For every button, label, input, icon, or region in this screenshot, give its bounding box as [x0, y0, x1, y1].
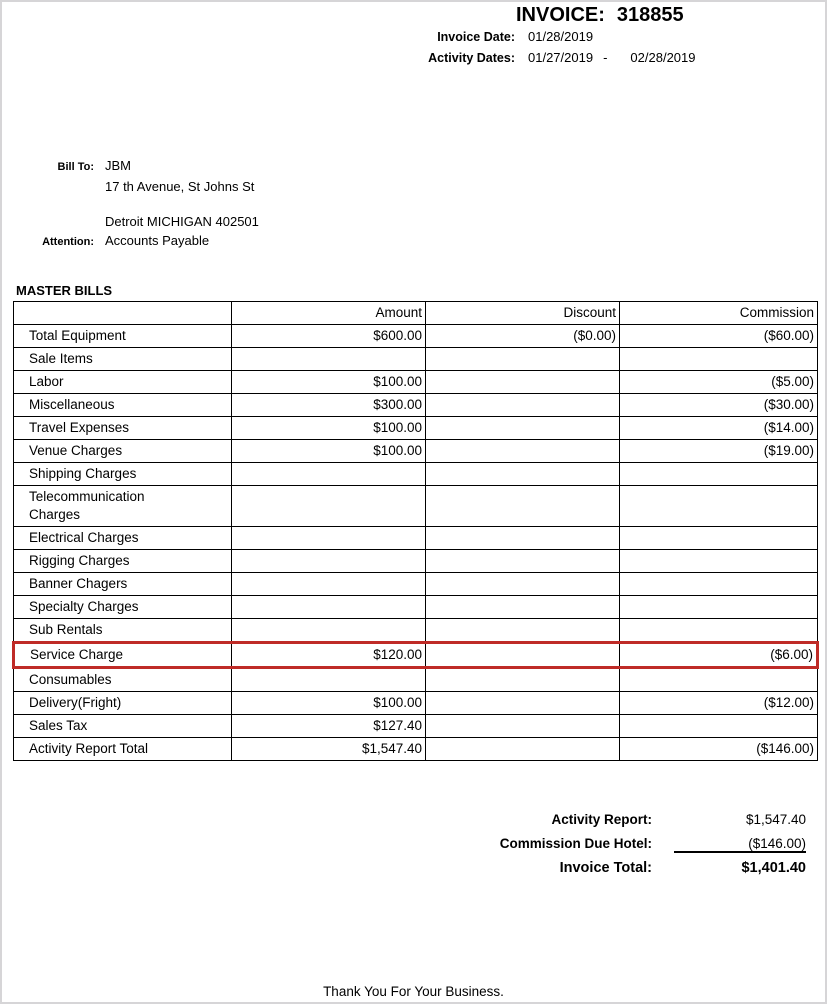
table-row — [14, 486, 818, 527]
row-commission — [620, 463, 818, 486]
bill-to-city-row — [2, 214, 259, 229]
activity-date-end: 02/28/2019 — [630, 50, 696, 65]
commission-due-hotel-value: ($146.00) — [674, 836, 806, 853]
invoice-total-value: $1,401.40 — [741, 860, 806, 876]
row-item-label: Total Equipment — [14, 325, 232, 348]
row-commission: ($60.00) — [620, 325, 818, 348]
row-discount — [426, 440, 620, 463]
summary-row-invoice-total — [500, 860, 806, 884]
row-commission — [620, 668, 818, 692]
invoice-number: 318855 — [616, 4, 684, 26]
table-row — [14, 619, 818, 643]
row-amount: $100.00 — [232, 417, 426, 440]
row-commission: ($5.00) — [620, 371, 818, 394]
row-discount — [426, 619, 620, 643]
table-row — [14, 463, 818, 486]
row-discount — [426, 692, 620, 715]
row-item-label: Specialty Charges — [14, 596, 232, 619]
row-discount — [426, 738, 620, 761]
row-item-label: Labor — [14, 371, 232, 394]
row-commission: ($6.00) — [620, 643, 818, 668]
summary-row-activity-report — [500, 812, 806, 836]
row-amount — [232, 527, 426, 550]
row-amount — [232, 486, 426, 527]
table-row — [14, 643, 818, 668]
row-commission — [620, 550, 818, 573]
row-commission — [620, 527, 818, 550]
row-discount — [426, 668, 620, 692]
invoice-date-label: Invoice Date: — [437, 30, 515, 44]
master-bills-table — [12, 301, 819, 761]
row-item-label: Sales Tax — [14, 715, 232, 738]
table-row — [14, 596, 818, 619]
master-bills-body — [14, 325, 818, 761]
row-item-label: Activity Report Total — [14, 738, 232, 761]
attention-label: Attention: — [42, 236, 94, 248]
invoice-title-label: INVOICE: — [516, 4, 605, 26]
row-item-label: Sale Items — [14, 348, 232, 371]
table-row — [14, 440, 818, 463]
table-row — [14, 692, 818, 715]
bill-to-address: 17 th Avenue, St Johns St — [105, 179, 255, 194]
attention-row — [2, 233, 209, 248]
table-row — [14, 371, 818, 394]
activity-dates-label: Activity Dates: — [428, 51, 515, 65]
row-commission: ($30.00) — [620, 394, 818, 417]
invoice-total-label: Invoice Total: — [559, 860, 652, 876]
row-commission — [620, 715, 818, 738]
row-amount: $100.00 — [232, 371, 426, 394]
row-amount: $600.00 — [232, 325, 426, 348]
row-commission: ($146.00) — [620, 738, 818, 761]
row-amount: $127.40 — [232, 715, 426, 738]
row-commission: ($19.00) — [620, 440, 818, 463]
row-amount: $120.00 — [232, 643, 426, 668]
row-amount — [232, 550, 426, 573]
column-header-item — [14, 302, 232, 325]
table-row — [14, 738, 818, 761]
row-discount — [426, 596, 620, 619]
row-amount: $100.00 — [232, 440, 426, 463]
bill-to-city: Detroit MICHIGAN 402501 — [105, 214, 259, 229]
row-discount — [426, 463, 620, 486]
row-item-label: Consumables — [14, 668, 232, 692]
row-discount — [426, 417, 620, 440]
row-commission — [620, 573, 818, 596]
row-item-label: Sub Rentals — [14, 619, 232, 643]
table-row — [14, 527, 818, 550]
row-discount — [426, 550, 620, 573]
invoice-date-row — [302, 29, 593, 44]
row-discount — [426, 371, 620, 394]
row-amount: $100.00 — [232, 692, 426, 715]
row-item-label: Miscellaneous — [14, 394, 232, 417]
row-discount — [426, 643, 620, 668]
footer-message: Thank You For Your Business. — [323, 984, 504, 999]
master-bills-title: MASTER BILLS — [16, 283, 113, 298]
table-header-row — [14, 302, 818, 325]
row-discount — [426, 573, 620, 596]
activity-date-start: 01/27/2019 — [528, 50, 594, 65]
table-row — [14, 550, 818, 573]
row-amount — [232, 619, 426, 643]
table-row — [14, 325, 818, 348]
row-commission — [620, 596, 818, 619]
table-row — [14, 348, 818, 371]
row-commission: ($12.00) — [620, 692, 818, 715]
summary-row-commission-due-hotel — [500, 836, 806, 860]
date-range-separator: - — [603, 50, 608, 65]
row-amount — [232, 573, 426, 596]
bill-to-address-row — [2, 179, 254, 194]
row-item-label: Service Charge — [14, 643, 232, 668]
bill-to-row — [2, 158, 131, 173]
table-row — [14, 394, 818, 417]
activity-report-label: Activity Report: — [551, 812, 652, 827]
row-item-label: Shipping Charges — [14, 463, 232, 486]
row-item-label: Electrical Charges — [14, 527, 232, 550]
row-commission — [620, 619, 818, 643]
row-discount: ($0.00) — [426, 325, 620, 348]
attention-value: Accounts Payable — [105, 233, 210, 248]
bill-to-label: Bill To: — [57, 161, 94, 173]
row-amount: $1,547.40 — [232, 738, 426, 761]
row-amount — [232, 668, 426, 692]
table-row — [14, 573, 818, 596]
row-amount: $300.00 — [232, 394, 426, 417]
row-item-label: Delivery(Fright) — [14, 692, 232, 715]
row-item-label: Rigging Charges — [14, 550, 232, 573]
invoice-date-value: 01/28/2019 — [528, 29, 594, 44]
row-item-label: Banner Chagers — [14, 573, 232, 596]
row-amount — [232, 596, 426, 619]
row-discount — [426, 486, 620, 527]
row-item-label: Telecommunication Charges — [14, 486, 232, 527]
column-header-discount: Discount — [426, 302, 620, 325]
row-commission — [620, 486, 818, 527]
commission-due-hotel-label: Commission Due Hotel: — [499, 836, 652, 851]
row-amount — [232, 463, 426, 486]
bill-to-name: JBM — [105, 158, 131, 173]
invoice-title — [516, 4, 684, 27]
row-item-label: Venue Charges — [14, 440, 232, 463]
table-row — [14, 668, 818, 692]
row-discount — [426, 348, 620, 371]
activity-report-value: $1,547.40 — [745, 812, 806, 827]
row-commission — [620, 348, 818, 371]
row-item-label: Travel Expenses — [14, 417, 232, 440]
summary — [500, 812, 806, 884]
row-commission: ($14.00) — [620, 417, 818, 440]
activity-dates-row — [302, 50, 696, 65]
row-amount — [232, 348, 426, 371]
row-discount — [426, 394, 620, 417]
column-header-commission: Commission — [620, 302, 818, 325]
table-row — [14, 715, 818, 738]
column-header-amount: Amount — [232, 302, 426, 325]
table-row — [14, 417, 818, 440]
row-discount — [426, 715, 620, 738]
row-discount — [426, 527, 620, 550]
